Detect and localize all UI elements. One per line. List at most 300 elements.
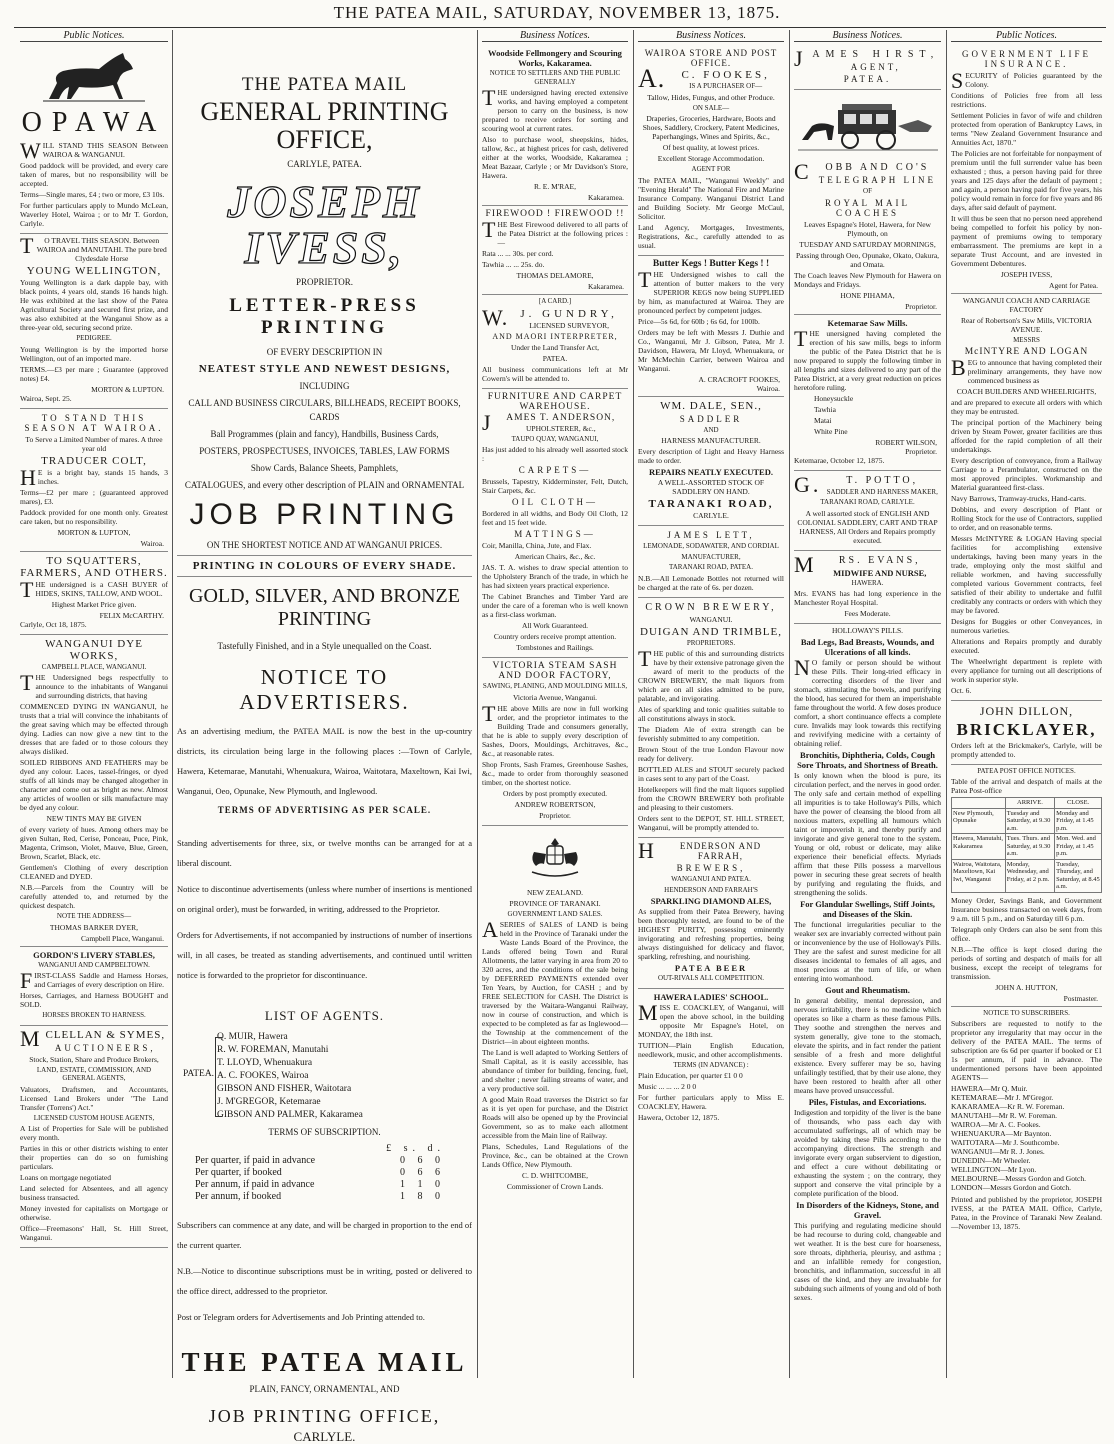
hp-text: This purifying and regulating medicine should be had recourse to during cold, changeable and wet weather. It is the best cure for hoarseness, sore throats, diphtheria, pleurisy, and asthma ; and an infallible remedy for congestion, bronchitis, and inflammation, successful in all cases of the kind, and they are invaluable for subduing such ailments of young and old of both sexes. <box>794 1221 941 1302</box>
woodside-notice <box>482 45 628 206</box>
ws-text: Of best quality, at lowest prices. <box>662 143 760 152</box>
tc-title: TRADUCER COLT, <box>41 454 147 467</box>
tc-intro2: To Serve a Limited Number of mares. A three year old <box>25 434 163 453</box>
dye-text: NOTE THE ADDRESS— <box>56 912 132 920</box>
subscriber-agent: MELBOURNE—Messrs Gordon and Gotch. <box>951 1174 1086 1183</box>
cc-text: TUESDAY AND SATURDAY MORNINGS, <box>799 239 936 249</box>
me-text: Fees Moderate. <box>844 609 891 618</box>
advertisers-text: Standing advertisements for three, six, or twelve months can be arranged for at a liberal discount. <box>177 838 472 868</box>
divider <box>177 555 472 556</box>
jh-text: AGENT, <box>850 62 901 72</box>
timetable-header: CLOSE. <box>1055 798 1102 809</box>
advertisers-text: As an advertising medium, the PATEA MAIL is now the best in the up-country districts, its circulation being large in the following places :—Town of Carlyle, Hawera, Ketemarae, Manutahi, Whenuakura, Wairoa, Waitotara, Maxeltown, Kai Iwi, Wanganui, Oeo, Opunake, New Plymouth, and Inglewood. <box>177 726 472 796</box>
subscription-text: N.B.—Notice to discontinue subscriptions must be in writing, posted or delivered to the office direct, addressed to the proprietor. <box>177 1266 472 1296</box>
hp-text: The functional irregularities peculiar to the weaker sex are invariably corrected without pain or inconvenience by the use of Holloway's Pills. They are the safest and surest medicine for all diseases incidental to females of all ages, and most precious at the turn of life, or when entering into womanhood. <box>794 920 941 983</box>
subscription-text: Post or Telegram orders for Advertisements and Job Printing attended to. <box>177 1312 425 1322</box>
hf-heading: SPARKLING DIAMOND ALES, <box>650 896 772 906</box>
hf-text: HENDERSON AND FARRAH'S <box>664 885 758 894</box>
ladies-school-notice <box>638 989 784 1128</box>
ad-line: CATALOGUES, and every other description of PLAIN and ORNAMENTAL <box>184 480 465 490</box>
coach-factory-notice <box>951 294 1102 701</box>
vs-sub: Victoria Avenue, Wanganui. <box>512 692 598 702</box>
timetable-row <box>952 834 1102 860</box>
firewood-notice <box>482 206 628 295</box>
bk-text: Orders may be left with Messrs J. Duthie and Co., Wanganui, Mr J. Gibson, Patea, Mr J. Davidson, Hawera, Mr Lloyd, Whenuakura, or Mr McMechin Carrier, between Wairoa and Wanganui. <box>638 327 784 373</box>
po-text: N.B.—The office is kept closed during the periods of sorting and despatch of mails for all business, except the receipt of telegrams for transmission. <box>951 944 1102 981</box>
gs-text: Horses, Carriages, and Harness BOUGHT and SOLD. <box>20 991 168 1009</box>
wd-text: CARLYLE. <box>693 511 729 520</box>
dye-title: WANGANUI DYE WORKS, <box>45 637 143 662</box>
ws-text: Tallow, Hides, Fungus, and other Produce. <box>647 92 775 102</box>
hp-heading: Bronchitis, Diphtheria, Colds, Cough Sore Throats, and Shortness of Breath. <box>797 750 938 770</box>
agent-item: T. LLOYD, Whenuakura <box>217 1058 313 1068</box>
wc-text: and are prepared to execute all orders with which they may be entrusted. <box>951 397 1102 416</box>
gl-text: The Policies are not forfeitable for nonpayment of premium until the full surrender value has been exhausted ; thus, a person having paid for three years and 125 days after the default of payment ; and again, a person having paid for five years, his policy would remain in force for five years and 86 days, after said default of payment. <box>951 149 1102 212</box>
ks-timber: Honeysuckle <box>814 393 854 403</box>
opawa-notice <box>20 45 168 234</box>
subscription-row <box>195 1191 445 1203</box>
wc-owners: McINTYRE AND LOGAN <box>964 346 1089 357</box>
fc-text: Country orders receive prompt attention. <box>493 632 617 641</box>
drop-cap: S <box>951 68 964 93</box>
signature-title: Commissioner of Crown Lands. <box>506 1182 604 1191</box>
signature: R. E. M'RAE, <box>534 182 576 191</box>
hl-text: ISS E. COACKLEY, of Wanganui, will open the above school, in the building opposite Mr Espagne's Hotel, on MONDAY, the 18th inst. <box>638 1002 784 1039</box>
gl-text: ECURITY of Policies guaranteed by the Colony. <box>965 71 1102 89</box>
fc-text: Bordered in all widths, and Body Oil Cloth, 12 feet and 15 feet wide. <box>482 509 628 527</box>
signature-title: Proprietor. <box>539 810 571 820</box>
signature: THOMAS BARKER DYER, <box>49 922 139 932</box>
me-text: Mrs. EVANS has had long experience in the Manchester Royal Hospital. <box>794 589 941 607</box>
hp-text: Indigestion and torpidity of the liver is the bane of thousands, who pass each day with accumulated sufferings, all of which may be avoided by taking these Pills according to the accompanying directions. The strength and invigorate every organ subservient to digestion, and effect a cure without debilitating or exhausting the system ; on the contrary, they support and conserve the vital principle by a complete purification of the blood. <box>794 1108 941 1198</box>
ms-text: Money invested for capitalists on Mortgage or otherwise. <box>20 1204 168 1222</box>
cc-text: OF <box>863 187 872 195</box>
ws-text: AGENT FOR <box>691 165 731 173</box>
divider <box>177 576 472 577</box>
bk-text: Price—5s 6d, for 60lb ; 6s 6d, for 100lb. <box>638 316 760 326</box>
subscription-label: Per quarter, if paid in advance <box>195 1155 316 1166</box>
footer-address: CARLYLE. <box>293 1429 356 1444</box>
nz-text: A good Main Road traverses the District so far as it is yet open for purchase, and the District Roads will also be opened up by the Provincial Government, so as to make each allotment accessible from the Main line of Railway. <box>482 1095 628 1140</box>
signature: C. D. WHITCOMBE, <box>522 1171 588 1180</box>
jl-text: TARANAKI ROAD, PATEA. <box>669 563 753 571</box>
agents-label: PATEA. <box>183 1069 215 1079</box>
subscription-label: Per quarter, if booked <box>195 1167 282 1178</box>
column-heading: Public Notices. <box>951 30 1102 42</box>
hl-text: TUITION—Plain English Education, needlework, music, and other accomplishments. <box>638 1040 784 1059</box>
subscription-amount: 0 6 6 <box>400 1167 445 1178</box>
ws-text: Land Agency, Mortgages, Investments, Registrations, &c., carefully attended to as usual. <box>638 222 784 250</box>
opawa-title: OPAWA <box>21 107 167 138</box>
cc-title: OBB AND CO'S <box>825 162 930 173</box>
cb-text: WANGANUI. <box>689 614 733 624</box>
notice-advertisers-heading: NOTICE TO ADVERTISERS. <box>239 665 410 714</box>
agent-item: Q. MUIR, Hawera <box>217 1032 288 1042</box>
gl-text: It will thus be seen that no person need apprehend being compelled to forfeit his policy by non-payment of premiums owing to temporary embarrassment. The premiums are kept in a separate Trust Account, and are invested in Government Debentures. <box>951 214 1102 268</box>
ws-title: WAIROA STORE AND POST OFFICE. <box>644 48 778 68</box>
vs-text: Shop Fronts, Sash Frames, Greenhouse Sashes, &c., made to order from thoroughly seasoned timber, on the shortest notice. <box>482 759 628 787</box>
drop-cap: H <box>638 838 655 863</box>
cc-text: The Coach leaves New Plymouth for Hawera on Mondays and Fridays. <box>794 270 941 289</box>
hl-title: HAWERA LADIES' SCHOOL. <box>653 991 769 1002</box>
gs-title: GORDON'S LIVERY STABLES, <box>33 949 155 960</box>
hp-heading: Bad Legs, Bad Breasts, Wounds, and Ulcerations of all kinds. <box>800 637 935 657</box>
ad-line: OF EVERY DESCRIPTION IN <box>266 347 383 357</box>
subscriber-agent: WANGANUI—Mr R. J. Jones. <box>951 1147 1045 1156</box>
subscriber-agent: MANUTAHI—Mr R. W. Foreman. <box>951 1111 1058 1120</box>
hl-text: TERMS (IN ADVANCE) : <box>673 1060 749 1069</box>
ns-imprint: Printed and published by the proprietor, JOSEPH IVESS, at the PATEA MAIL Office, Carlyle, Patea, in the Province of Taranaki New Zealand.—November 13, 1875. <box>951 1195 1102 1231</box>
yw-pedigree-heading: PEDIGREE. <box>76 334 112 342</box>
dye-text: of every variety of hues. Among others may be given Sultan, Red, Cerise, Ponceau, Puce, Pink, Magenta, Crimson, Violet, Mauve, Blue, Green, Brown, Scarlet, Black, etc. <box>20 825 168 861</box>
currency-header: £ s. d. <box>386 1143 445 1154</box>
masthead-rule <box>14 27 1106 28</box>
dye-works-notice <box>20 635 168 947</box>
subscription-row <box>195 1179 445 1191</box>
opawa-text: ILL STAND THIS SEASON Between WAIROA & WANGANUI. <box>42 141 168 159</box>
hp-heading: In Disorders of the Kidneys, Stone, and Gravel. <box>796 1200 939 1220</box>
signature-title: Postmaster. <box>1063 993 1098 1003</box>
fc-text: American Chairs, &c., &c. <box>514 552 596 561</box>
printing-office-title: THE PATEA MAIL <box>241 74 408 95</box>
crown-brewery-notice <box>638 598 784 839</box>
agent-item: GIBSON AND FISHER, Waitotara <box>217 1084 352 1094</box>
james-hirst-notice <box>794 45 941 90</box>
wd-title: WM. DALE, SEN., <box>660 399 762 412</box>
wd-address: TARANAKI ROAD, <box>648 498 774 510</box>
drop-cap: T <box>482 700 496 726</box>
subscription-label: Per annum, if booked <box>195 1191 282 1202</box>
wc-text: Navy Barrows, Tramway-trucks, Hand-carts. <box>951 493 1086 503</box>
tc-text: Paddock provided for one month only. Greatest care taken, but no responsibility. <box>20 507 168 526</box>
bk-title: Butter Kegs ! Butter Kegs ! ! <box>652 258 770 269</box>
proprietor-label: PROPRIETOR. <box>295 277 354 287</box>
ad-line: Tastefully Finished, and in a Style unequalled on the Coast. <box>217 641 432 651</box>
signature-place: Kakaramea. <box>587 282 624 291</box>
wf-sub: NOTICE TO SETTLERS AND THE PUBLIC GENERALLY <box>489 69 621 86</box>
fw-title: FIREWOOD ! FIREWOOD !! <box>485 209 625 219</box>
yw-terms: TERMS.—£3 per mare ; Guarantee (approved notes) £4. <box>20 364 168 383</box>
fc-text: JAS. T. A. wishes to draw special attention to the Upholstery Branch of the trade, in which he has had sixteen years practical experience. <box>482 563 628 590</box>
footer-heading: JOB PRINTING OFFICE, <box>208 1406 441 1426</box>
fc-subhead: MATTINGS— <box>514 529 596 539</box>
footer-line: PLAIN, FANCY, ORNAMENTAL, AND <box>249 1384 400 1394</box>
advertisers-text: Orders for Advertisements, if not accompanied by instructions of number of insertions will, in all cases, be treated as standing advertisements, and continued until written notice is forwarded to the proprietor for discontinuance. <box>177 930 472 980</box>
timetable-cell: Tuesday, Thursday, and Saturday, at 8.45 a.m. <box>1056 860 1100 890</box>
jl-text: MANUFACTURER, <box>681 552 741 561</box>
timetable-cell: Hawera, Manutahi, Kakaramea <box>952 834 1006 860</box>
wc-text: Every description of conveyance, from a Railway Carriage to a Perambulator, constructed on the most approved principles. Workmanship and Material guaranteed first-class. <box>951 455 1102 492</box>
yw-intro: O TRAVEL THIS SEASON. Between WAIROA and MANUTAHI. The pure bred Clydesdale Horse <box>36 236 167 263</box>
bracket <box>215 1037 222 1117</box>
vs-sub: SAWING, PLANING, AND MOULDING MILLS, <box>482 682 628 690</box>
agent-item: GIBSON AND PALMER, Kakaramea <box>217 1110 363 1120</box>
terms-heading: TERMS OF ADVERTISING AS PER SCALE. <box>217 805 432 815</box>
wf-text: Also to purchase wool, sheepskins, hides, tallow, &c., at highest prices for cash, delivered either at the works, Woodside, Kakaramea ; Meat Bazaar, Carlyle ; or Mr Davidson's Store, Hawera. <box>482 135 628 180</box>
job-printing-heading: JOB PRINTING <box>189 498 460 531</box>
cb-title: CROWN BREWERY, <box>645 601 777 613</box>
ad-line: ON THE SHORTEST NOTICE AND AT WANGANUI PRICES. <box>206 540 443 550</box>
signature-title: Proprietor. <box>905 301 937 311</box>
timetable-cell: Wairoa, Waitotara, Maxeltown, Kai Iwi, Wanganui <box>952 859 1006 892</box>
cc-text: Leaves Espagne's Hotel, Hawera, for New Plymouth, on <box>804 219 931 238</box>
ad-line: CALL AND BUSINESS CIRCULARS, BILLHEADS, RECEIPT BOOKS, CARDS <box>188 398 461 422</box>
dye-text: Gentlemen's Clothing of every description CLEANED and DYED. <box>20 863 168 881</box>
hp-text: Is only known when the blood is pure, its circulation perfect, and the nerves in good order. The only safe and certain method of expelling all impurities is to take Holloway's Pills, which have the power of cleansing the blood from all noxious matters, expelling all humours which taint or impoverish it, and thereby purify and invigorate and give general tone to the system. Young or old, robust or delicate, may alike experience their beneficial effects. Myriads affirm that these Pills possess a marvellous power in securing these great secrets of health by purifying and regulating the fluids, and strengthening the solids. <box>794 771 941 897</box>
jd-text: Orders left at the Brickmaker's, Carlyle, will be promptly attended to. <box>951 740 1102 759</box>
yw-title: YOUNG WELLINGTON, <box>26 265 162 277</box>
james-lett-notice <box>638 526 784 598</box>
squatters-notice <box>20 552 168 635</box>
timetable-header: ARRIVE. <box>1005 798 1054 809</box>
jh-title: AMES HIRST, <box>812 49 940 60</box>
drop-cap: B <box>951 354 966 380</box>
po-text: Table of the arrival and despatch of mails at the Patea Post-office <box>951 777 1102 795</box>
wg-text: LICENSED SURVEYOR, <box>529 320 610 330</box>
drop-cap: T <box>20 576 34 602</box>
cb-text: The Diadem Ale of extra strength can be feverishly submitted to any competition. <box>638 725 784 743</box>
ks-timber: Tawhia <box>814 404 836 414</box>
yw-pedigree: Young Wellington is by the imported horse Wellington, out of an imported mare. <box>20 344 168 363</box>
dateline: Carlyle, Oct 18, 1875. <box>20 619 87 629</box>
ms-text: A List of Properties for Sale will be published every month. <box>20 1124 168 1142</box>
hl-price: Plain Education, per quarter £1 0 0 <box>638 1071 743 1080</box>
tc-intro: TO STAND THIS SEASON AT WAIROA. <box>24 412 164 433</box>
column-heading: Public Notices. <box>20 30 168 42</box>
nz-text: Plans, Schedules, Land Regulations of the Province, &c., can be obtained at the Crown Lands Office, New Plymouth. <box>482 1142 628 1169</box>
dye-text: NEW TINTS MAY BE GIVEN <box>46 814 142 823</box>
drop-cap: A. <box>638 64 666 93</box>
cb-text: Orders sent to the DEPOT, ST. HILL STREET, Wanganui, will be promptly attended to. <box>638 814 784 832</box>
vs-text: Orders by post promptly executed. <box>503 788 607 798</box>
drop-cap: W <box>20 138 41 163</box>
me-title: RS. EVANS, <box>838 554 921 566</box>
ms-text: Parties in this or other districts wishing to enter their properties can do so on furnishing particulars. <box>20 1144 168 1171</box>
gs-text: HORSES BROKEN TO HARNESS. <box>42 1011 146 1019</box>
wc-title: WANGANUI COACH AND CARRIAGE FACTORY <box>962 296 1091 314</box>
hl-text: For further particulars apply to Miss E. COACKLEY, Hawera. <box>638 1093 784 1111</box>
signature: MORTON & LUPTON. <box>91 384 164 394</box>
dale-saddler-notice <box>638 397 784 527</box>
hp-heading: For Glandular Swellings, Stiff Joints, and Diseases of the Skin. <box>800 899 935 919</box>
signature: HONE PIHAMA, <box>840 290 895 300</box>
ks-timber: Matai <box>814 415 832 425</box>
signature: FELIX McCARTHY. <box>99 610 164 620</box>
butter-kegs-notice <box>638 256 784 397</box>
signature: ANDREW ROBERTSON, <box>514 799 596 809</box>
signature: ROBERT WILSON, <box>875 437 937 447</box>
post-office-notice <box>951 765 1102 1007</box>
mail-timetable <box>951 797 1102 893</box>
dateline: Oct. 6. <box>951 685 972 695</box>
wc-text: Rear of Robertson's Saw Mills, VICTORIA AVENUE. <box>960 316 1093 334</box>
fc-text: Coir, Manilla, China, Jute, and Flax. <box>482 541 592 550</box>
timetable-cell: New Plymouth, Opunake <box>952 808 1006 834</box>
fw-text: HE Best Firewood delivered to all parts of the Patea District at the following prices :— <box>497 220 628 247</box>
drop-cap: T <box>794 325 808 351</box>
column-5 <box>789 30 945 1378</box>
subscriber-agent: WHENUAKURA—Mr Baynton. <box>951 1129 1052 1138</box>
subscriber-agent: LONDON—Messrs Gordon and Gotch. <box>951 1183 1071 1192</box>
column-heading: Business Notices. <box>794 30 941 42</box>
coach-icon <box>798 96 938 158</box>
gp-text: SADDLER AND HARNESS MAKER, <box>826 487 938 496</box>
fw-price: Tawhia ... ... 25s. do. <box>482 260 545 269</box>
drop-cap: F <box>20 968 33 993</box>
fc-text: UPHOLSTERER, &c., <box>525 423 596 433</box>
jl-text: N.B.—All Lemonade Bottles not returned will be charged at the rate of 6s. per dozen. <box>638 573 784 592</box>
nz-text: SERIES of SALES of LAND is being held in the Province of Taranaki under the Waste Lands Board of the Province, the Lands offered being Town and Rural Allotments, the latter varying in area from 20 to 320 acres, and the conditions of the sale being by DEFERRED PAYMENTS extended over Ten Years, by Auction, for CASH ; and by FREE SELECTION for CASH. The District is traversed by the Waitara-Wanganui Railway, now in course of construction, and which is expected to be completed as far as Inglewood—the Township at the commencement of the District—in about eighteen months. <box>482 920 628 1046</box>
gp-title: T. POTTO, <box>846 474 919 486</box>
subscriber-agent: DUNEDIN—Mr Wheeler. <box>951 1156 1031 1165</box>
subscription-label: Per annum, if paid in advance <box>195 1179 315 1190</box>
subscription-amount: 1 1 0 <box>400 1179 445 1190</box>
nz-text: The Land is well adapted to Working Settlers of Small Capital, as it is easily accessible, has abundance of timber for building, fencing, fuel, and shelter ; never failing streams of water, and a very productive soil. <box>482 1048 628 1093</box>
wc-text: Designs for Buggies or other Conveyances, in numerous varieties. <box>951 616 1102 635</box>
wc-text: EG to announce that having completed their preliminary arrangements, they have now commenced business as <box>967 357 1102 385</box>
column-3 <box>477 30 632 1378</box>
hp-heading: Piles, Fistulas, and Excoriations. <box>808 1097 927 1107</box>
fc-text: Brussels, Tapestry, Kidderminster, Felt, Dutch, Stair Carpets, &c. <box>482 477 628 495</box>
printing-office-address: CARLYLE, PATEA. <box>287 159 362 169</box>
letterpress-heading: LETTER-PRESS PRINTING <box>229 295 420 338</box>
cb-text: PROPRIETORS. <box>686 638 736 647</box>
ad-line: Ball Programmes (plain and fancy), Handbills, Business Cards, <box>210 429 439 439</box>
column-heading: Business Notices. <box>638 30 784 42</box>
fw-price: Rata ... ... 30s. per cord. <box>482 249 554 258</box>
gl-text: Conditions of Policies free from all less restrictions. <box>951 91 1102 109</box>
ms-text: LAND, ESTATE, COMMISSION, AND GENERAL AGENTS, <box>36 1065 152 1082</box>
drop-cap: M <box>638 999 658 1025</box>
dateline: Ketemarae, October 12, 1875. <box>794 455 885 465</box>
life-insurance-notice <box>951 45 1102 294</box>
ks-title: Ketemarae Saw Mills. <box>827 317 908 328</box>
ks-text: HE unersigned having completed the erection of his saw mills, begs to inform the public of the Patea District that he is now prepared to supply the following timber in all lengths and sizes delivered to any part of the Patea District, at a very great reduction on prices heretofore ruling. <box>794 328 941 392</box>
ws-text: Excellent Storage Accommodation. <box>657 154 765 163</box>
hp-heading: Gout and Rheumatism. <box>825 985 910 995</box>
ms-text: Valuators, Draftsmen, and Accountants, Licensed Land Brokers under "The Land Transfer (Torrens') Act." <box>20 1084 168 1112</box>
drop-cap: N <box>794 655 810 680</box>
signature: JOSEPH IVESS, <box>1000 270 1053 279</box>
ms-text: Office—Freemasons' Hall, St. Hill Street, Wanganui. <box>20 1224 168 1242</box>
hp-text: In general debility, mental depression, and nervous irritability, there is no medicine which operates so like a charm as these famous Pills. They soothe and strengthen the nerves and system generally, give tone to the stomach, elevate the spirits, and in fact render the patient sensible of a fresh and more delightful existence. Every sufferer may be so, having unfailingly testified, that by their use alone, they have been restored to health after all other means have proved unsuccessful. <box>794 996 941 1095</box>
hf-heading: PATEA BEER <box>674 963 748 973</box>
nz-text: PROVINCE OF TARANAKI. <box>509 898 601 908</box>
subscriber-agent: WAITOTARA—Mr J. Southcombe. <box>951 1138 1060 1147</box>
hf-title: ENDERSON AND FARRAH, <box>679 841 762 861</box>
column-4 <box>633 30 788 1378</box>
subscription-heading: TERMS OF SUBSCRIPTION. <box>268 1127 381 1137</box>
mrs-evans-notice <box>794 551 941 625</box>
ad-line-bold: NEATEST STYLE AND NEWEST DESIGNS, <box>198 363 451 375</box>
ws-text: ON SALE— <box>692 103 730 112</box>
cc-text: TELEGRAPH LINE <box>818 175 936 185</box>
agents-heading: LIST OF AGENTS. <box>264 1008 385 1023</box>
agents-list <box>177 1031 472 1122</box>
dye-text: COMMENCED DYING IN WANGANUI, he trusts that a trial will convince the inhabitants of the great saving which may be effected through dying. Ladies can now give a new tint to the dresses that are faded or to those colours they always disliked. <box>20 702 168 756</box>
timetable-cell: Monday and Friday, at 1.45 p.m. <box>1055 808 1102 834</box>
drop-cap: J <box>794 46 809 71</box>
drop-cap: M <box>794 551 817 577</box>
proprietor-name: JOSEPH IVESS, <box>227 176 422 273</box>
dye-sub: CAMPBELL PLACE, WANGANUI. <box>41 662 147 671</box>
sq-text: Highest Market Price given. <box>51 599 137 609</box>
yw-text: Young Wellington is a dark dapple bay, with black points, 4 years old, stands 16 hands high. He was exhibited at the last show of the Patea Agricultural Society and secured first prize, and was also exhibited at the Wanganui Show as a three-year old, securing second prize. <box>20 278 168 332</box>
ms-text: Stock, Station, Share and Produce Brokers, <box>29 1054 159 1064</box>
wc-text: MESSRS <box>1013 336 1040 344</box>
hf-text: WANGANUI AND PATEA. <box>671 875 751 883</box>
jl-text: LEMONADE, SODAWATER, AND CORDIAL <box>643 542 779 550</box>
drop-cap: T <box>482 85 496 110</box>
signature: MORTON & LUPTON, <box>57 527 131 537</box>
drop-cap: T <box>20 233 34 258</box>
column-6 <box>946 30 1106 1378</box>
dateline: Hawera, October 12, 1875. <box>638 1113 720 1122</box>
signature-place: Wairoa. <box>756 383 780 393</box>
drop-cap: A <box>482 917 498 942</box>
nz-title: GOVERNMENT LAND SALES. <box>507 909 603 918</box>
wg-text: Under the Land Transfer Act, <box>510 342 600 352</box>
wc-text: The Wheelwright department is replete with every appliance for turning out all descriptions of work in superior style. <box>951 656 1102 684</box>
drop-cap: T <box>482 217 496 242</box>
subscriber-agent: KETEMARAE—Mr J. M'Gregor. <box>951 1093 1054 1102</box>
cb-text: HE public of this and surrounding districts have by their extensive patronage given the award of merit to the products of the CROWN BREWERY, the malt liquors from which are on all sides admitted to be pure, palatable, and invigorating. <box>638 649 784 703</box>
fc-text: All Work Guaranteed. <box>521 621 589 630</box>
fc-text: Has just added to his already well assorted stock : <box>482 445 628 463</box>
fc-name: AMES T. ANDERSON, <box>506 412 616 423</box>
fc-subhead: CARPETS— <box>518 465 592 475</box>
drop-cap: C <box>794 159 812 184</box>
drop-cap: J <box>482 409 492 435</box>
timetable-cell: Mon. Wed. and Friday, at 1.45 p.m. <box>1055 834 1102 860</box>
gp-text: A well assorted stock of ENGLISH AND COLONIAL SADDLERY, CART AND TRAP HARNESS, All Orders and Repairs promptly executed. <box>797 508 938 545</box>
timetable-cell: Monday, Wednesday, and Friday, at 2 p.m. <box>1005 859 1054 892</box>
subscription-row <box>195 1155 445 1167</box>
column-heading: Business Notices. <box>482 30 628 42</box>
gs-text: IRST-CLASS Saddle and Harness Horses, and Carriages of every description on Hire. <box>34 971 168 989</box>
signature-place: Wairoa. <box>140 538 164 548</box>
saw-mills-notice <box>794 315 941 471</box>
tc-terms: Terms—£2 per mare ; (guaranteed approved mares), £3. <box>20 487 168 506</box>
cc-text: ROYAL MAIL COACHES <box>825 197 910 218</box>
subscriber-agent: KAKARAMEA—Kr R. W. Foreman. <box>951 1102 1065 1111</box>
agent-item: A. C. FOOKES, Wairoa <box>217 1071 309 1081</box>
ks-timber: White Pine <box>814 426 848 436</box>
john-dillon-notice <box>951 701 1102 765</box>
opawa-text: Good paddock will be provided, and every care taken of mares, but no responsibility will be accepted. <box>20 161 168 188</box>
horse-icon <box>39 49 149 105</box>
subscriber-agent: WAIROA—Mr A. C. Fookes. <box>951 1120 1041 1129</box>
signature-place: Kakaramea. <box>587 193 624 202</box>
dye-text: N.B.—Parcels from the Country will be carefully attended to, and returned by the quickest despatch. <box>20 883 168 910</box>
po-text: Money Order, Savings Bank, and Government Insurance business transacted on week days, from 9 a.m. till 5 p.m., and on Saturday till 6 p.m. <box>951 895 1102 923</box>
agent-item: R. W. FOREMAN, Manutahi <box>217 1045 329 1055</box>
ws-text: The PATEA MAIL, "Wanganui Weekly" and "Evening Herald" The National Fire and Marine Insurance Company. Wanganui District Land and Building Society. Mr George McCaul, Solicitor. <box>638 175 784 221</box>
po-text: Telegraph only Orders can also be sent from this office. <box>951 924 1102 943</box>
mclellan-symes-notice <box>20 1026 168 1249</box>
gs-sub: WANGANUI AND CAMPBELTOWN. <box>38 960 150 969</box>
drop-cap: T <box>638 646 652 671</box>
fc-text: Tombstones and Railings. <box>516 643 594 652</box>
gordons-stables-notice <box>20 947 168 1026</box>
wg-text: PATEA. <box>542 353 568 363</box>
me-text: MIDWIFE AND NURSE, <box>833 567 927 578</box>
jl-title: JAMES LETT, <box>667 530 755 540</box>
wd-text: A WELL-ASSORTED STOCK OF SADDLERY ON HAND. <box>657 478 765 496</box>
wc-text: The principal portion of the Machinery being driven by Steam Power, greater facilities are thus afforded for the rapid completion of all their undertakings. <box>951 417 1102 454</box>
wd-text: AND <box>703 425 719 434</box>
subscriber-agent: HAWERA—Mr Q. Muir. <box>951 1084 1028 1093</box>
